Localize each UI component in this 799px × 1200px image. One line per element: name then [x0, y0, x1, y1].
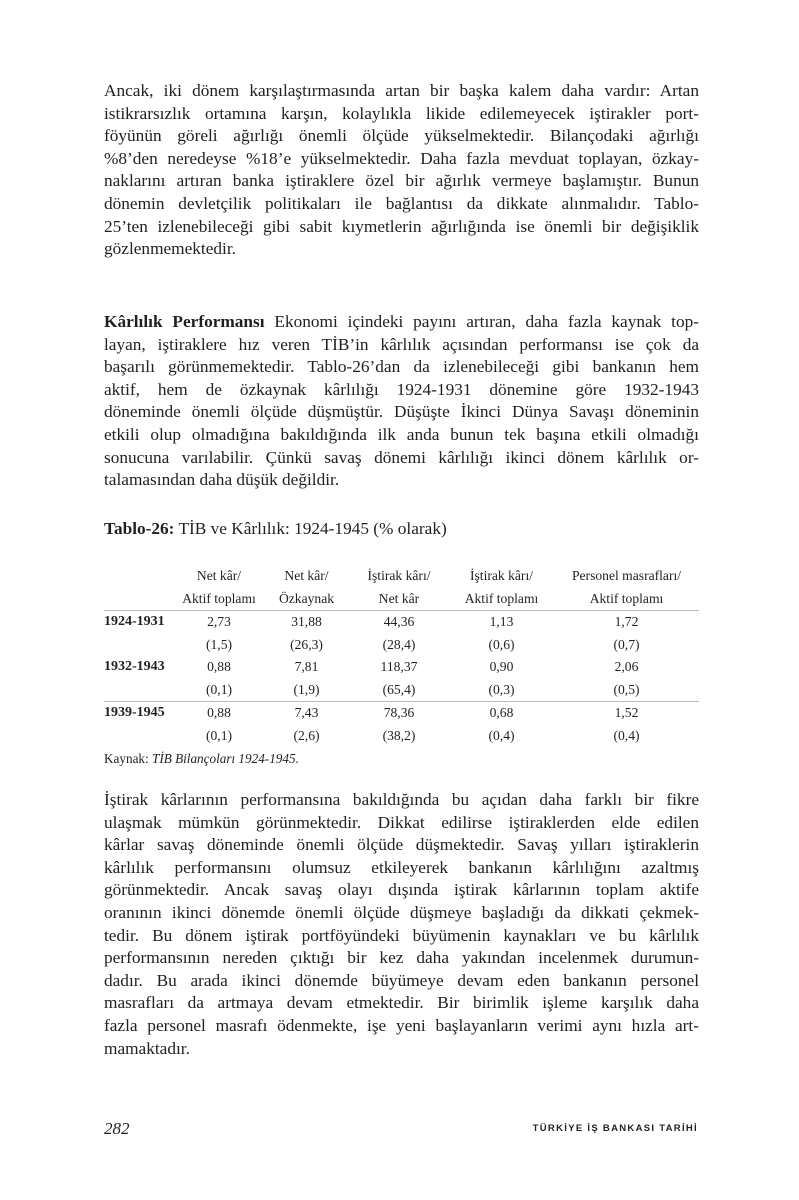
period-cell: 1932-1943 — [104, 659, 165, 674]
value-cell: 0,88 — [207, 659, 231, 674]
header-line2: Özkaynak — [264, 588, 349, 611]
value-cell: 2,06 — [614, 659, 639, 674]
header-net-profit-equity: Net kâr/ — [284, 568, 329, 583]
header-line2: Net kâr — [349, 588, 449, 611]
table-title — [104, 518, 447, 540]
table-row-sub — [104, 725, 699, 748]
text-line: sonucuna varılabilir. Çünkü savaş dönemi kârlılığı ikinci dönem kârlılık or- — [104, 447, 699, 467]
paragraph-2 — [104, 311, 699, 492]
table-source — [104, 750, 299, 768]
text-line: oranının ikinci dönemde önemli ölçüde düşmeye başladığı da dikkati çekmek- — [104, 902, 699, 922]
section-heading: Kârlılık Performansı — [104, 312, 265, 331]
source-value: TİB Bilançoları 1924-1945. — [151, 751, 299, 766]
header-empty — [104, 565, 174, 588]
value-cell: 7,43 — [294, 705, 319, 720]
table-caption: TİB ve Kârlılık: 1924-1945 (% olarak) — [174, 519, 447, 538]
value-cell: 1,72 — [614, 614, 639, 629]
sub-value-cell: (0,3) — [449, 679, 554, 702]
header-empty — [104, 588, 174, 611]
period-cell: 1924-1931 — [104, 614, 165, 629]
sub-value-cell: (1,5) — [205, 636, 233, 652]
sub-value-cell: (2,6) — [293, 727, 320, 743]
header-personnel-expense-assets: Personel masrafları/ — [571, 568, 682, 583]
value-cell: 118,37 — [380, 659, 418, 674]
sub-value-cell: (0,4) — [488, 727, 515, 743]
sub-value-cell: (0,1) — [174, 679, 264, 702]
text-line: kârlılık performansını olumsuz etkileyerek bankanın kârlılığını azaltmış — [104, 857, 699, 877]
table-row-sub — [104, 679, 699, 702]
paragraph-3 — [104, 789, 699, 1060]
text-line: aktif, hem de özkaynak kârlılığı 1924-1931 dönemine göre 1932-1943 — [104, 379, 699, 399]
text-line — [104, 311, 699, 334]
text-line: %8’den neredeyse %18’e yükselmektedir. Daha fazla mevduat toplayan, özkay- — [104, 148, 699, 168]
page-number: 282 — [104, 1119, 130, 1138]
text-line: fazla personel masrafı ödenmekte, işe yeni başlayanların verimi aynı hızla art- — [104, 1015, 699, 1035]
sub-value-cell: (65,4) — [349, 679, 449, 702]
header-affiliate-profit-net: İştirak kârı/ — [367, 568, 431, 583]
text-line: mamaktadır. — [104, 1038, 190, 1058]
header-net-profit-assets: Net kâr/ — [196, 568, 242, 583]
sub-value-cell: (28,4) — [382, 636, 416, 652]
header-line2: Aktif toplamı — [554, 588, 699, 611]
value-cell: 0,88 — [207, 705, 231, 720]
profitability-table — [104, 565, 699, 747]
value-cell: 78,36 — [383, 705, 415, 720]
text-line: dadır. Bu arada ikinci dönemde büyümeye devam eden bankanın personel — [104, 970, 699, 990]
text-line: naklarını artıran banka iştiraklere özel bir ağırlık vermeye başlamıştır. Bunun — [104, 171, 699, 191]
text-line: tedir. Bu dönem iştirak portföyündeki büyümenin kaynakları ve bu kârlılık — [104, 925, 699, 945]
sub-value-cell: (0,4) — [613, 727, 640, 743]
text-line: layan, iştiraklere hız veren TİB’in kârlılık açısından performansı ise çok da — [104, 334, 699, 354]
value-cell: 1,13 — [489, 614, 514, 629]
text-line: döneminde önemli ölçüde düşmüştür. Düşüşte İkinci Dünya Savaşı döneminin — [104, 402, 699, 422]
text-line: föyünün göreli ağırlığı önemli ölçüde yükselmektedir. Bilançodaki ağırlığı — [104, 126, 699, 146]
table-label: Tablo-26: — [104, 519, 175, 538]
sub-value-cell: (1,9) — [264, 679, 349, 702]
text-line: Ancak, iki dönem karşılaştırmasında artan bir başka kalem daha vardır: Artan — [104, 81, 699, 100]
text-run: Ekonomi içindeki payını artıran, daha fazla kaynak top- — [264, 312, 699, 331]
text-line: 25’ten izlenebileceği gibi sabit kıymetlerin ağırlığında ise önemli bir değişiklik — [104, 216, 699, 236]
paragraph-1 — [104, 80, 699, 261]
text-line: ulaşmak mümkün görünmektedir. Dikkat edilirse iştiraklerden elde edilen — [104, 812, 699, 832]
text-line: performansının nereden çıktığı bir kez daha yakından incelenmek durumun- — [104, 948, 699, 968]
table-row-sub — [104, 634, 699, 657]
sub-value-cell: (0,7) — [613, 636, 640, 652]
value-cell: 2,73 — [207, 614, 231, 629]
period-cell-empty — [104, 634, 174, 657]
table-row — [104, 702, 699, 725]
text-line: etkili olup olmadığına bakıldığında ilk anda bunun tek başına etkili olmadığı — [104, 424, 699, 444]
header-affiliate-profit-assets: İştirak kârı/ — [469, 568, 534, 583]
period-cell-empty — [104, 679, 174, 702]
text-line: İştirak kârlarının performansına bakıldığında bu açıdan daha farklı bir fikre — [104, 790, 699, 809]
sub-value-cell: (38,2) — [382, 727, 416, 743]
text-line: başarılı görünmemektedir. Tablo-26’dan da izlenebileceği gibi bankanın hem — [104, 357, 699, 377]
value-cell: 1,52 — [614, 705, 639, 720]
value-cell: 7,81 — [294, 659, 319, 674]
text-line: talamasından daha düşük değildir. — [104, 470, 340, 490]
value-cell: 0,90 — [489, 659, 514, 674]
period-cell-empty — [104, 725, 174, 748]
period-cell: 1939-1945 — [104, 705, 165, 720]
value-cell: 31,88 — [291, 614, 322, 629]
header-line2: Aktif toplamı — [449, 588, 554, 611]
header-line2: Aktif toplamı — [174, 588, 264, 611]
table-row — [104, 611, 699, 634]
text-line: istikrarsızlık ortamına karşın, kolaylıkla likide edilemeyecek iştirakler port- — [104, 103, 699, 123]
table-row — [104, 656, 699, 679]
sub-value-cell: (0,1) — [205, 727, 233, 743]
sub-value-cell: (0,5) — [554, 679, 699, 702]
sub-value-cell: (26,3) — [290, 636, 323, 652]
text-line: gözlenmemektedir. — [104, 239, 236, 259]
sub-value-cell: (0,6) — [488, 636, 515, 652]
text-line: dönemin devletçilik politikaları ile bağlantısı da dikkate alınmalıdır. Tablo- — [104, 193, 699, 213]
source-label: Kaynak: — [104, 751, 152, 766]
value-cell: 44,36 — [383, 614, 415, 629]
text-line: masrafları da artmaya devam etmektedir. Bir birimlik işleme karşılık daha — [104, 993, 699, 1013]
value-cell: 0,68 — [489, 705, 514, 720]
running-title: TÜRKİYE İŞ BANKASI TARİHİ — [532, 1123, 698, 1134]
text-line: kârlar savaş döneminde önemli ölçüde düşmektedir. Savaş yılları iştiraklerin — [104, 835, 699, 855]
text-line: görünmektedir. Ancak savaş olayı dışında iştirak kârlarının toplam aktife — [104, 880, 699, 900]
